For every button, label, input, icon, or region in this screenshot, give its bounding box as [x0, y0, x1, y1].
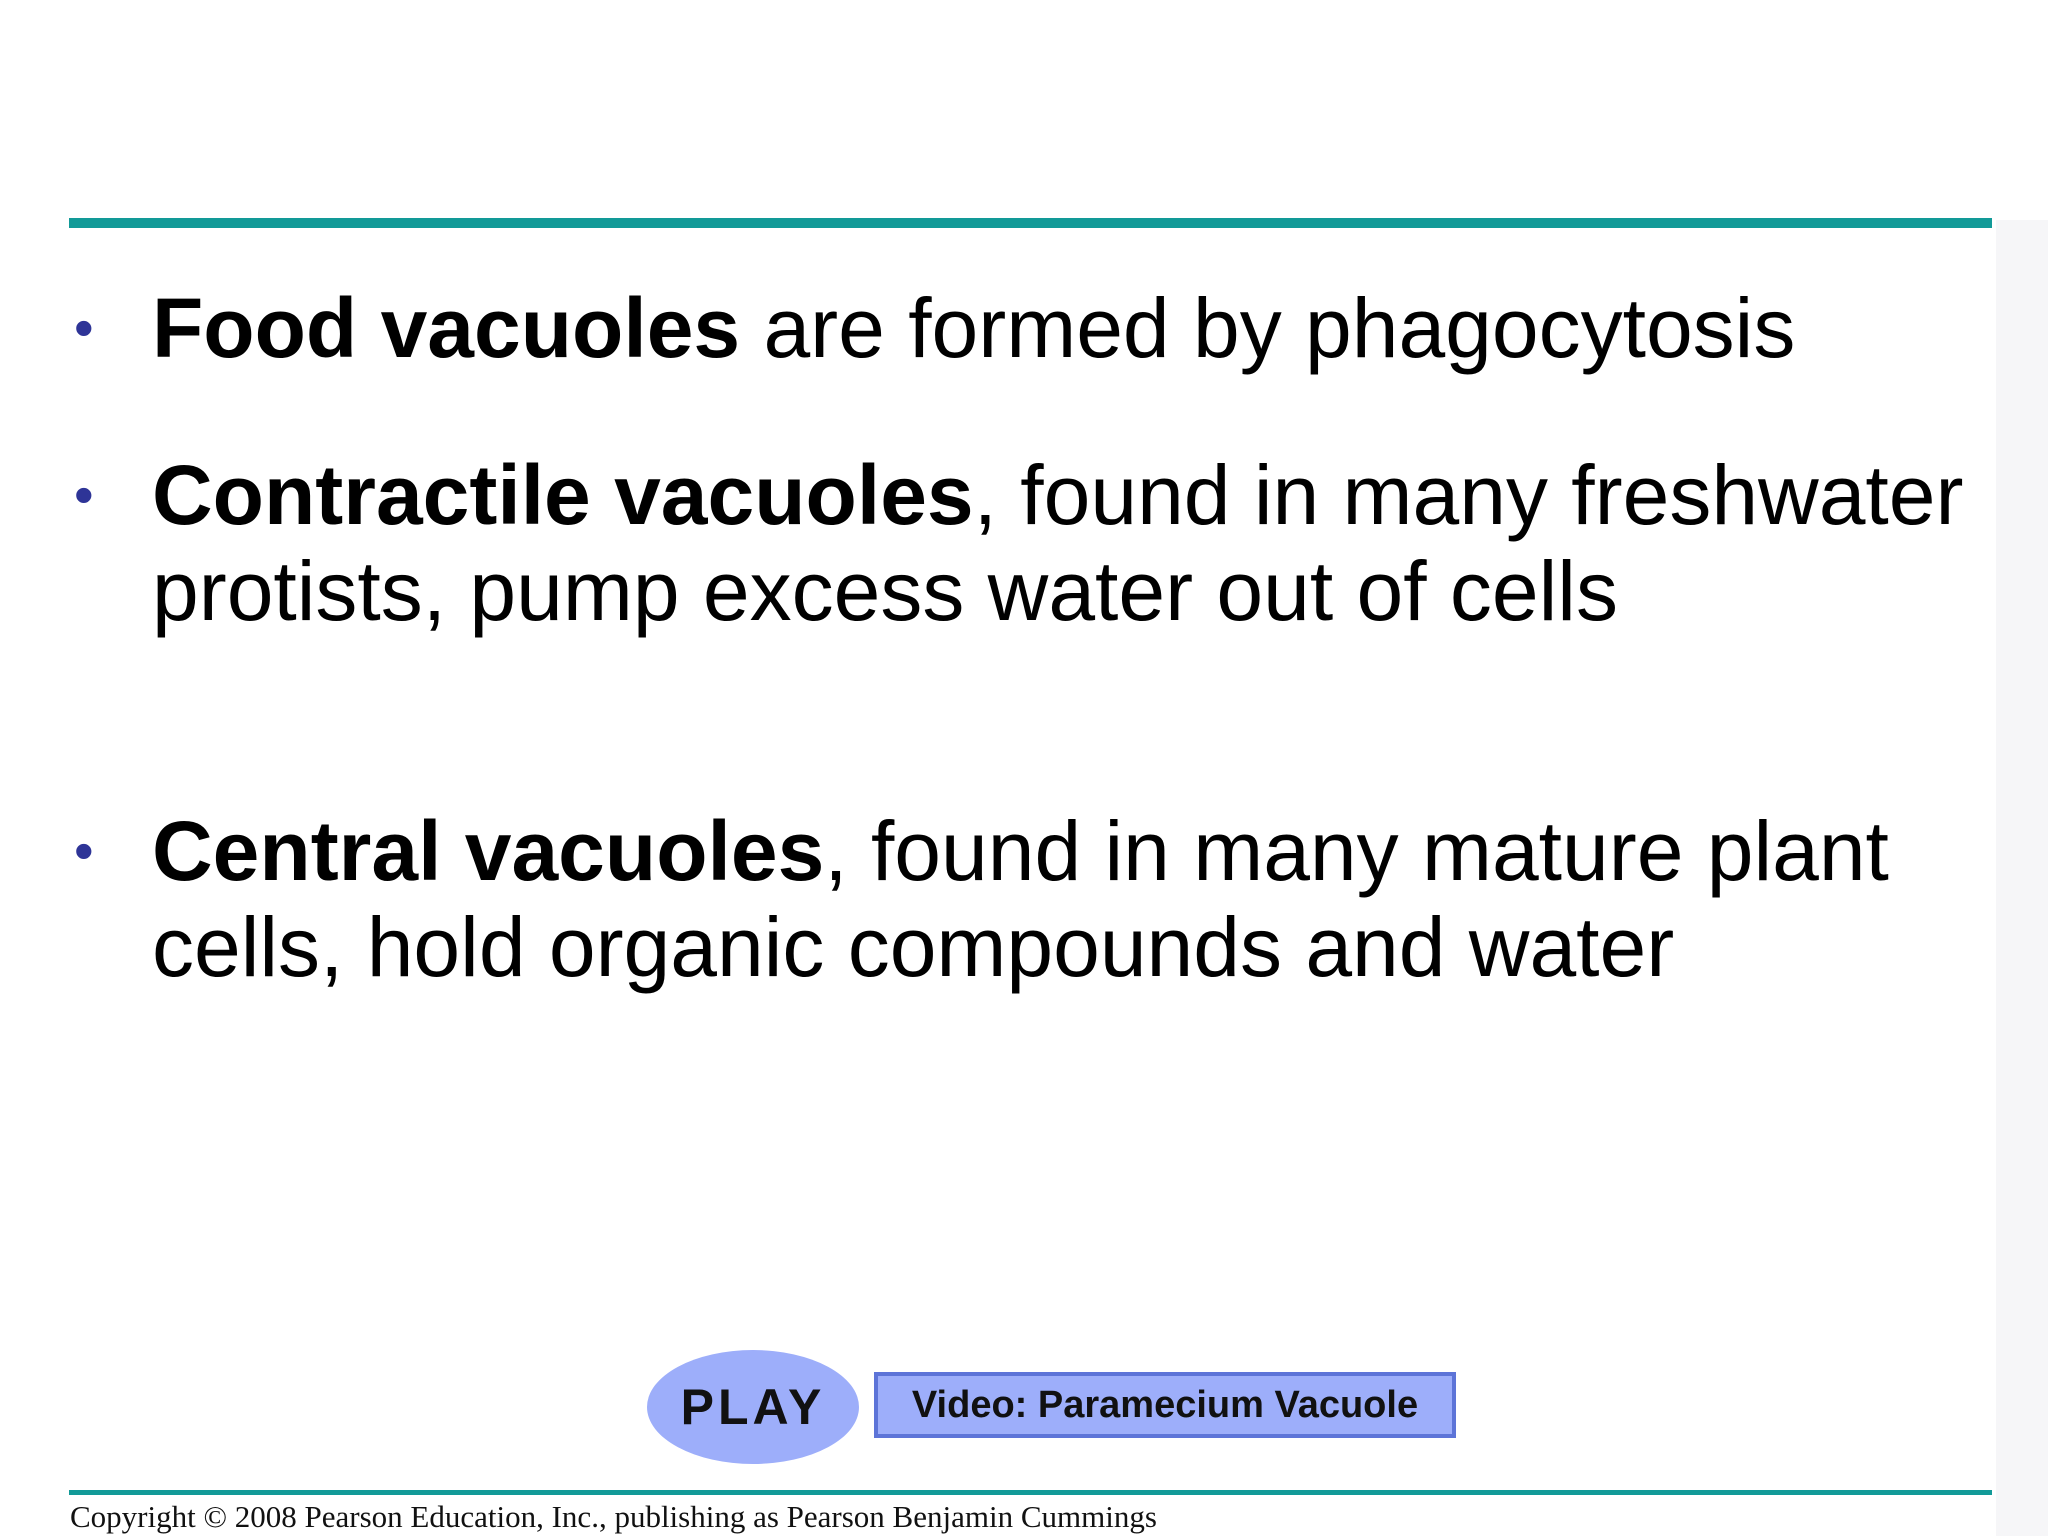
copyright-notice: Copyright © 2008 Pearson Education, Inc., publishing as Pearson Benjamin Cummings: [70, 1499, 1157, 1534]
bullet-description: , found in many freshwater protists, pump excess water out of cells: [152, 448, 1964, 638]
play-button[interactable]: [647, 1350, 859, 1464]
bottom-divider-rule: [69, 1490, 1992, 1495]
bullet-text: [152, 280, 2012, 376]
bullet-dot-icon: •: [74, 296, 94, 359]
bullet-text: [152, 803, 2012, 995]
bullet-text: [152, 447, 2012, 639]
bullet-term: Food vacuoles: [152, 281, 741, 375]
video-link-button[interactable]: [874, 1372, 1456, 1438]
bullet-term: Central vacuoles: [152, 804, 825, 898]
play-button-label: PLAY: [680, 1379, 826, 1435]
bullet-dot-icon: •: [74, 463, 94, 526]
video-link-label: Video: Paramecium Vacuole: [911, 1383, 1419, 1426]
bullet-term: Contractile vacuoles: [152, 448, 974, 542]
bullet-description: are formed by phagocytosis: [740, 281, 1796, 375]
bullet-dot-icon: •: [74, 819, 94, 882]
bullet-description: , found in many mature plant cells, hold organic compounds and water: [152, 804, 1889, 994]
top-divider-rule: [69, 218, 1992, 228]
